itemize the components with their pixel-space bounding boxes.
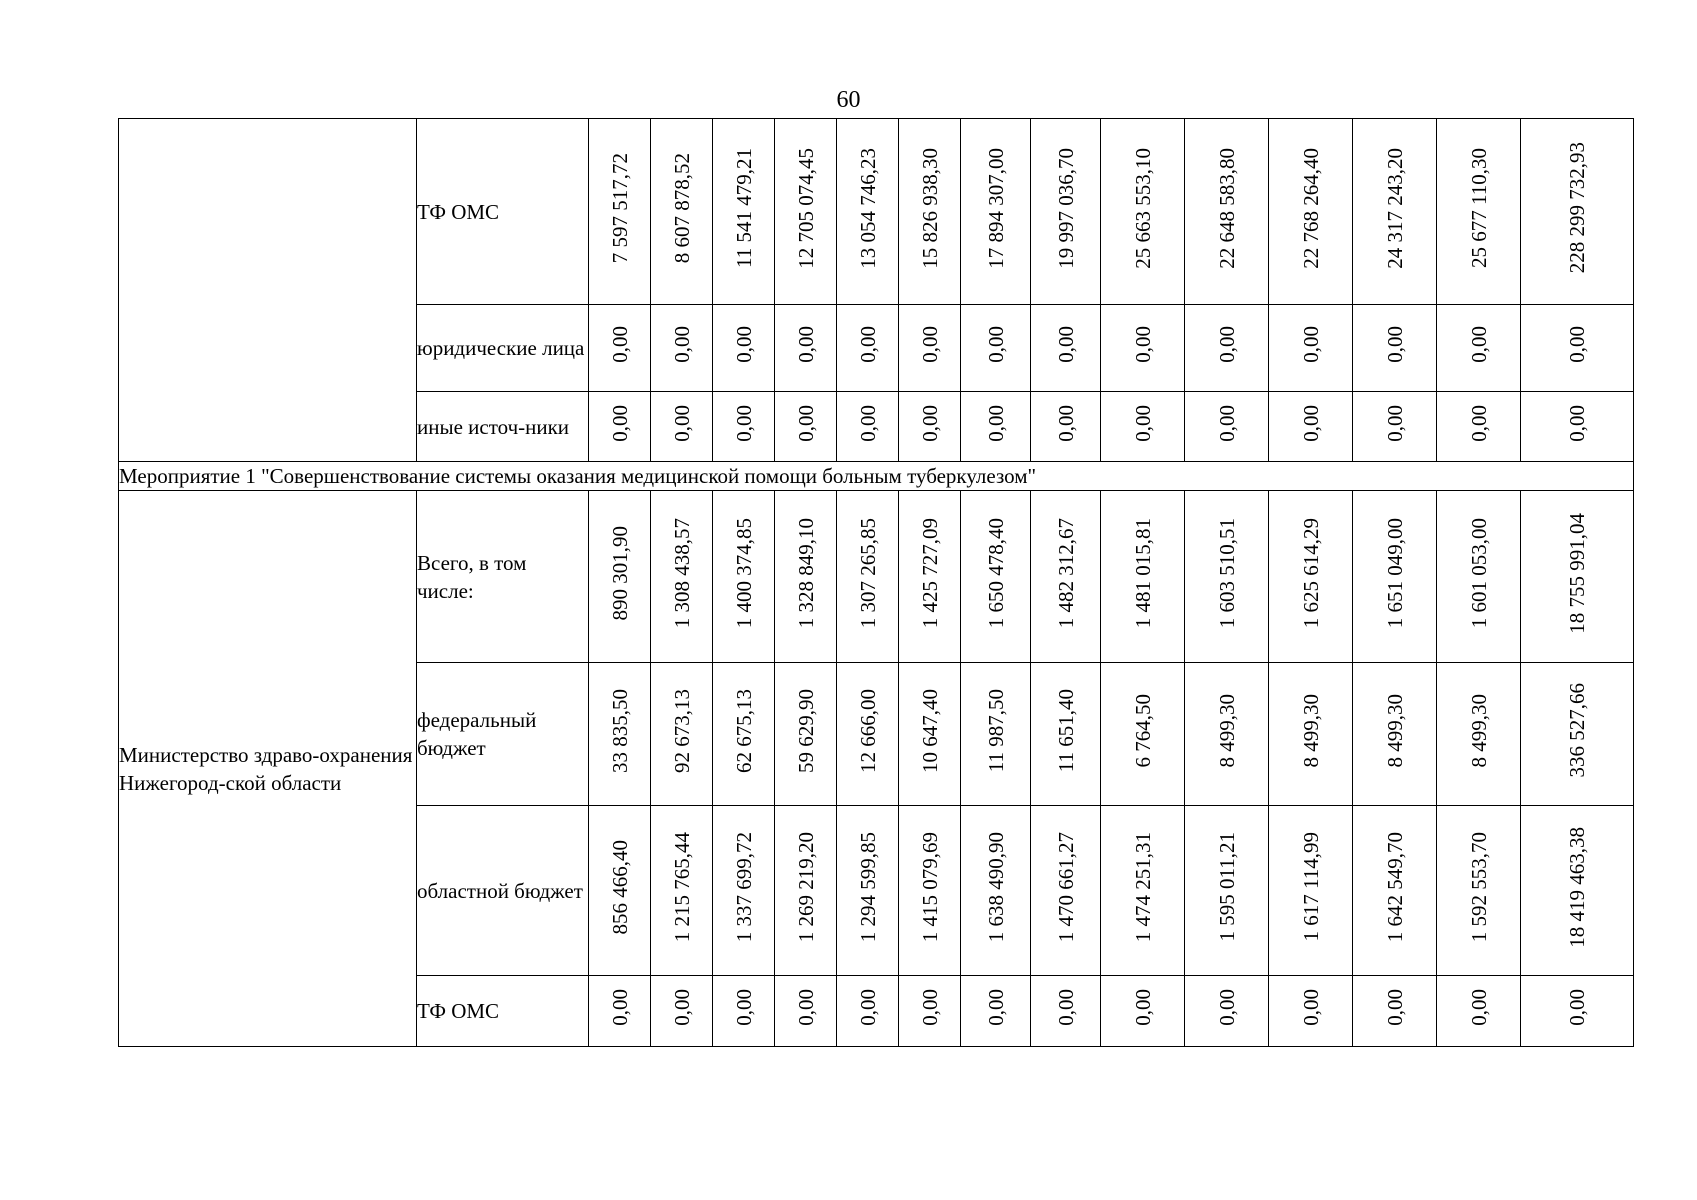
value-text: 1 592 553,70 — [1466, 831, 1491, 943]
event-row — [119, 462, 1634, 491]
value-text: 11 987,50 — [983, 688, 1008, 773]
value-text: 8 607 878,52 — [669, 152, 694, 264]
value-cell — [589, 663, 651, 806]
event-title: Мероприятие 1 "Совершенствование системы оказания медицинской помощи больным туберкулезом" — [119, 462, 1634, 491]
value-cell — [961, 976, 1031, 1047]
page-number: 60 — [836, 87, 861, 113]
value-text: 12 666,00 — [855, 688, 880, 773]
value-cell — [651, 119, 713, 305]
source-label: иные источ-ники — [417, 392, 589, 462]
value-text: 22 648 583,80 — [1214, 147, 1239, 269]
value-text: 0,00 — [917, 326, 942, 363]
value-text: 10 647,40 — [917, 688, 942, 773]
value-text: 1 638 490,90 — [983, 831, 1008, 943]
value-cell — [1353, 976, 1437, 1047]
value-cell — [713, 119, 775, 305]
value-text: 19 997 036,70 — [1053, 147, 1078, 269]
value-text: 0,00 — [1130, 989, 1155, 1026]
value-cell — [899, 806, 961, 976]
value-cell — [1269, 663, 1353, 806]
value-text: 0,00 — [1130, 404, 1155, 442]
value-text: 0,00 — [1130, 326, 1155, 363]
value-cell — [1101, 663, 1185, 806]
value-cell — [589, 392, 651, 462]
value-text: 1 415 079,69 — [917, 831, 942, 943]
value-cell — [713, 491, 775, 663]
value-text: 0,00 — [1382, 989, 1407, 1026]
value-text: 7 597 517,72 — [607, 152, 632, 264]
value-cell — [1031, 491, 1101, 663]
value-cell — [837, 392, 899, 462]
value-cell — [1521, 119, 1634, 305]
value-cell — [1185, 392, 1269, 462]
value-cell — [837, 119, 899, 305]
value-cell — [713, 976, 775, 1047]
value-cell — [713, 806, 775, 976]
value-cell — [1185, 305, 1269, 392]
value-cell — [1521, 305, 1634, 392]
value-text: 6 764,50 — [1130, 693, 1155, 768]
value-text: 8 499,30 — [1382, 693, 1407, 768]
value-text: 0,00 — [1214, 404, 1239, 442]
value-text: 1 470 661,27 — [1053, 831, 1078, 943]
value-cell — [1437, 663, 1521, 806]
value-text: 0,00 — [1298, 989, 1323, 1026]
value-text: 0,00 — [855, 989, 880, 1026]
value-cell — [1101, 806, 1185, 976]
value-cell — [713, 305, 775, 392]
value-text: 33 835,50 — [607, 688, 632, 773]
value-cell — [651, 305, 713, 392]
value-cell — [1353, 663, 1437, 806]
value-text: 0,00 — [1053, 326, 1078, 363]
value-cell — [1269, 976, 1353, 1047]
value-text: 0,00 — [1565, 404, 1589, 442]
value-cell — [775, 491, 837, 663]
value-cell — [589, 119, 651, 305]
value-text: 0,00 — [669, 989, 694, 1026]
value-cell — [1101, 305, 1185, 392]
value-text: 0,00 — [731, 404, 756, 442]
value-text: 0,00 — [917, 989, 942, 1026]
value-cell — [1101, 976, 1185, 1047]
value-text: 92 673,13 — [669, 688, 694, 773]
value-text: 0,00 — [855, 326, 880, 363]
value-text: 8 499,30 — [1214, 693, 1239, 768]
value-text: 1 269 219,20 — [793, 831, 818, 943]
value-text: 1 651 049,00 — [1382, 517, 1407, 629]
value-cell — [1185, 491, 1269, 663]
value-text: 1 650 478,40 — [983, 517, 1008, 629]
value-text: 1 601 053,00 — [1466, 517, 1491, 629]
value-text: 1 617 114,99 — [1298, 832, 1323, 942]
value-text: 0,00 — [1565, 989, 1589, 1026]
value-cell — [1269, 305, 1353, 392]
value-text: 0,00 — [1466, 989, 1491, 1026]
value-cell — [1353, 119, 1437, 305]
value-text: 62 675,13 — [731, 688, 756, 773]
value-cell — [713, 663, 775, 806]
value-text: 0,00 — [1382, 404, 1407, 442]
value-cell — [1031, 976, 1101, 1047]
value-text: 0,00 — [793, 404, 818, 442]
value-cell — [961, 491, 1031, 663]
value-cell — [1031, 392, 1101, 462]
value-text: 890 301,90 — [607, 525, 632, 621]
value-text: 1 294 599,85 — [855, 831, 880, 943]
value-text: 24 317 243,20 — [1382, 147, 1407, 269]
value-text: 25 677 110,30 — [1466, 148, 1491, 268]
value-text: 0,00 — [1466, 404, 1491, 442]
value-text: 0,00 — [1214, 326, 1239, 363]
source-label: ТФ ОМС — [417, 119, 589, 305]
value-cell — [1521, 392, 1634, 462]
value-cell — [961, 305, 1031, 392]
value-cell — [1101, 491, 1185, 663]
org-cell-empty — [119, 119, 417, 462]
value-cell — [1269, 392, 1353, 462]
value-cell — [899, 119, 961, 305]
value-cell — [1031, 806, 1101, 976]
table-row — [119, 491, 1634, 663]
value-cell — [837, 663, 899, 806]
budget-table — [118, 118, 1634, 1047]
value-text: 18 419 463,38 — [1565, 826, 1589, 948]
value-cell — [1185, 663, 1269, 806]
value-text: 59 629,90 — [793, 688, 818, 773]
value-cell — [1269, 119, 1353, 305]
value-cell — [1269, 806, 1353, 976]
value-text: 1 474 251,31 — [1130, 831, 1155, 943]
value-cell — [651, 491, 713, 663]
value-cell — [1353, 491, 1437, 663]
value-cell — [651, 976, 713, 1047]
value-text: 0,00 — [607, 326, 632, 363]
value-text: 0,00 — [855, 404, 880, 442]
value-text: 1 625 614,29 — [1298, 517, 1323, 629]
value-cell — [1521, 491, 1634, 663]
value-text: 0,00 — [669, 404, 694, 442]
value-text: 0,00 — [1298, 404, 1323, 442]
value-cell — [899, 491, 961, 663]
value-text: 0,00 — [983, 989, 1008, 1026]
value-text: 17 894 307,00 — [983, 147, 1008, 269]
value-cell — [837, 976, 899, 1047]
value-text: 1 307 265,85 — [855, 517, 880, 629]
value-cell — [775, 392, 837, 462]
value-cell — [1031, 663, 1101, 806]
source-label: федеральный бюджет — [417, 663, 589, 806]
value-text: 1 482 312,67 — [1053, 517, 1078, 629]
value-cell — [961, 806, 1031, 976]
value-text: 11 541 479,21 — [731, 148, 756, 268]
value-text: 0,00 — [793, 989, 818, 1026]
value-cell — [775, 806, 837, 976]
value-text: 0,00 — [983, 404, 1008, 442]
value-cell — [899, 305, 961, 392]
value-cell — [1521, 663, 1634, 806]
value-cell — [589, 491, 651, 663]
source-label: ТФ ОМС — [417, 976, 589, 1047]
value-text: 336 527,66 — [1565, 683, 1589, 778]
value-text: 1 595 011,21 — [1214, 832, 1239, 942]
value-cell — [1521, 806, 1634, 976]
value-cell — [775, 976, 837, 1047]
source-label: Всего, в том числе: — [417, 491, 589, 663]
value-cell — [651, 663, 713, 806]
value-text: 0,00 — [731, 989, 756, 1026]
value-cell — [775, 663, 837, 806]
value-cell — [1437, 305, 1521, 392]
value-text: 1 337 699,72 — [731, 831, 756, 943]
value-cell — [837, 806, 899, 976]
value-cell — [1185, 806, 1269, 976]
value-text: 0,00 — [1466, 326, 1491, 363]
value-cell — [837, 491, 899, 663]
value-cell — [1437, 976, 1521, 1047]
value-text: 228 299 732,93 — [1565, 142, 1589, 274]
value-cell — [961, 392, 1031, 462]
value-cell — [1269, 491, 1353, 663]
value-text: 0,00 — [731, 326, 756, 363]
value-text: 0,00 — [983, 326, 1008, 363]
table-row — [119, 119, 1634, 305]
value-cell — [1185, 976, 1269, 1047]
value-text: 15 826 938,30 — [917, 147, 942, 269]
value-cell — [1031, 305, 1101, 392]
value-cell — [775, 305, 837, 392]
value-text: 1 308 438,57 — [669, 517, 694, 629]
value-cell — [1437, 119, 1521, 305]
value-text: 8 499,30 — [1298, 693, 1323, 768]
value-cell — [1101, 119, 1185, 305]
value-cell — [589, 806, 651, 976]
value-cell — [1521, 976, 1634, 1047]
value-text: 1 603 510,51 — [1214, 517, 1239, 629]
value-text: 0,00 — [1214, 989, 1239, 1026]
value-text: 0,00 — [1565, 326, 1589, 363]
value-cell — [651, 392, 713, 462]
value-text: 13 054 746,23 — [855, 147, 880, 269]
value-cell — [1353, 806, 1437, 976]
value-cell — [1101, 392, 1185, 462]
source-label: юридические лица — [417, 305, 589, 392]
value-text: 0,00 — [1382, 326, 1407, 363]
value-cell — [589, 305, 651, 392]
value-text: 12 705 074,45 — [793, 147, 818, 269]
value-text: 0,00 — [917, 404, 942, 442]
value-cell — [775, 119, 837, 305]
value-cell — [837, 305, 899, 392]
value-text: 0,00 — [793, 326, 818, 363]
organization-name: Министерство здраво-охранения Нижегород-ской области — [119, 491, 417, 1047]
value-cell — [961, 663, 1031, 806]
value-text: 0,00 — [1053, 989, 1078, 1026]
value-cell — [1353, 392, 1437, 462]
value-cell — [1437, 392, 1521, 462]
value-cell — [899, 663, 961, 806]
value-text: 0,00 — [607, 989, 632, 1026]
value-text: 1 328 849,10 — [793, 517, 818, 629]
value-text: 1 481 015,81 — [1130, 517, 1155, 629]
source-label: областной бюджет — [417, 806, 589, 976]
value-text: 1 215 765,44 — [669, 831, 694, 943]
value-cell — [899, 392, 961, 462]
value-text: 0,00 — [1053, 404, 1078, 442]
value-cell — [651, 806, 713, 976]
value-cell — [1437, 806, 1521, 976]
value-cell — [961, 119, 1031, 305]
value-text: 0,00 — [607, 404, 632, 442]
value-text: 1 425 727,09 — [917, 517, 942, 629]
value-cell — [1031, 119, 1101, 305]
value-text: 0,00 — [1298, 326, 1323, 363]
value-text: 0,00 — [669, 326, 694, 363]
value-cell — [1185, 119, 1269, 305]
value-text: 22 768 264,40 — [1298, 147, 1323, 269]
value-cell — [1353, 305, 1437, 392]
value-text: 1 400 374,85 — [731, 517, 756, 629]
value-text: 25 663 553,10 — [1130, 147, 1155, 269]
value-cell — [899, 976, 961, 1047]
value-text: 856 466,40 — [607, 839, 632, 935]
value-text: 1 642 549,70 — [1382, 831, 1407, 943]
value-text: 11 651,40 — [1053, 688, 1078, 773]
value-text: 18 755 991,04 — [1565, 512, 1589, 634]
value-text: 8 499,30 — [1466, 693, 1491, 768]
value-cell — [1437, 491, 1521, 663]
value-cell — [589, 976, 651, 1047]
value-cell — [713, 392, 775, 462]
